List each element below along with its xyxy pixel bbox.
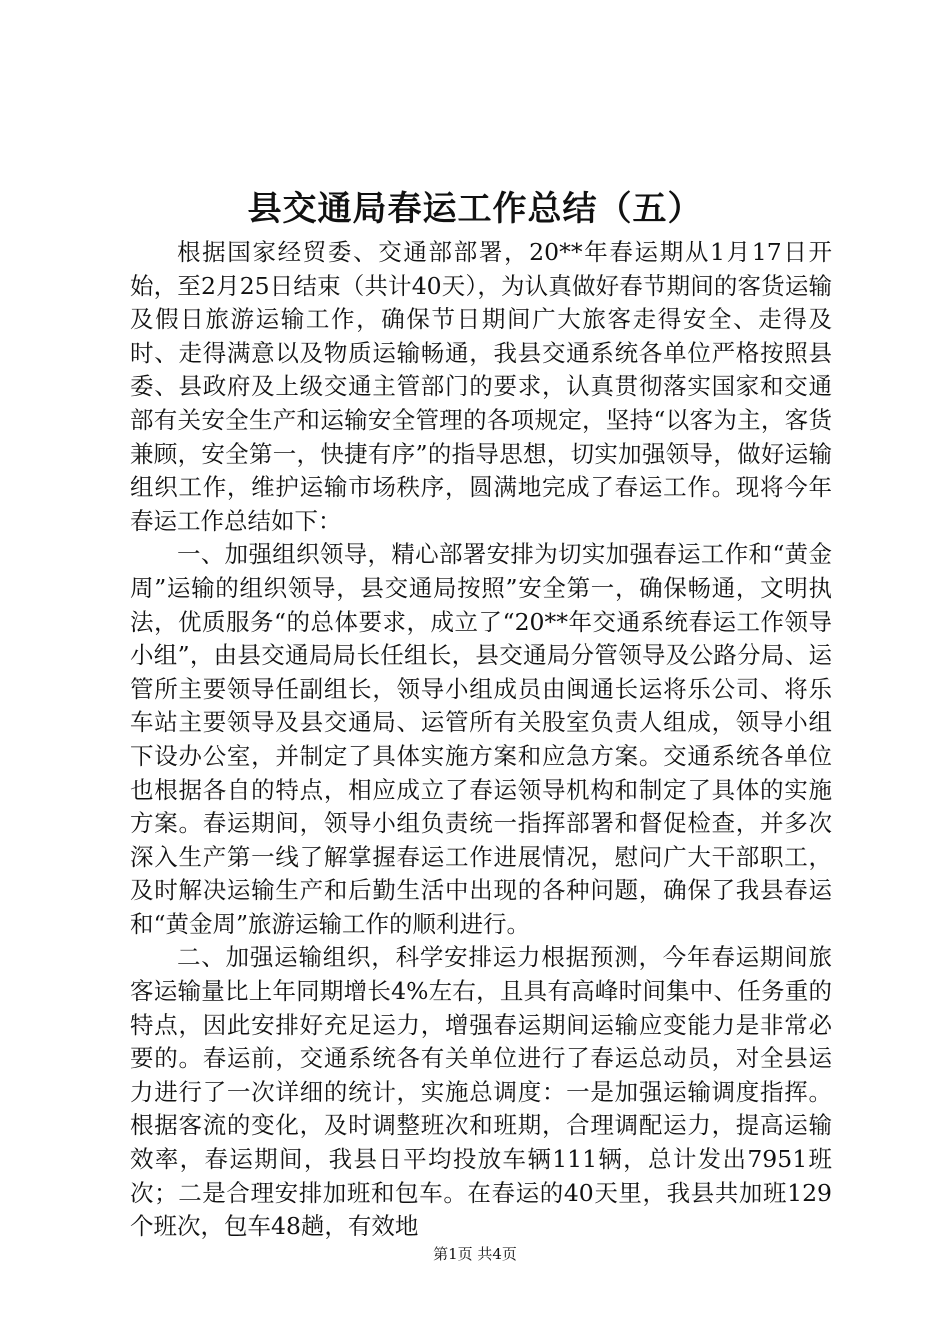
document-title: 县交通局春运工作总结（五） (247, 189, 703, 229)
paragraph-section-one: 一、加强组织领导，精心部署安排为切实加强春运工作和“黄金周”运输的组织领导，县交通局按照”安全第一，确保畅通，文明执法，优质服务“的总体要求，成立了“20**年交通系统春运工作领导小组”，由县交通局局长任组长，县交通局分管领导及公路分局、运管所主要领导任副组长，领导小组成员由闽通长运将乐公司、将乐车站主要领导及县交通局、运管所有关股室负责人组成，领导小组下设办公室，并制定了具体实施方案和应急方案。交通系统各单位也根据各自的特点，相应成立了春运领导机构和制定了具体的实施方案。春运期间，领导小组负责统一指挥部署和督促检查，并多次深入生产第一线了解掌握春运工作进展情况，慰问广大干部职工，及时解决运输生产和后勤生活中出现的各种问题，确保了我县春运和“黄金周”旅游运输工作的顺利进行。 (130, 540, 832, 938)
paragraph-section-two: 二、加强运输组织，科学安排运力根据预测，今年春运期间旅客运输量比上年同期增长4%左右，且具有高峰时间集中、任务重的特点，因此安排好充足运力，增强春运期间运输应变能力是非常必要的。春运前，交通系统各有关单位进行了春运总动员，对全县运力进行了一次详细的统计，实施总调度：一是加强运输调度指挥。根据客流的变化，及时调整班次和班期，合理调配运力，提高运输效率，春运期间，我县日平均投放车辆111辆，总计发出7951班次；二是合理安排加班和包车。在春运的40天里，我县共加班129个班次，包车48趟，有效地 (130, 943, 832, 1241)
paragraph-intro: 根据国家经贸委、交通部部署，20**年春运期从1月17日开始，至2月25日结束（共计40天），为认真做好春节期间的客货运输及假日旅游运输工作，确保节日期间广大旅客走得安全、走得及时、走得满意以及物质运输畅通，我县交通系统各单位严格按照县委、县政府及上级交通主管部门的要求，认真贯彻落实国家和交通部有关安全生产和运输安全管理的各项规定，坚持“以客为主，客货兼顾，安全第一，快捷有序”的指导思想，切实加强领导，做好运输组织工作，维护运输市场秩序，圆满地完成了春运工作。现将今年春运工作总结如下： (130, 238, 832, 535)
document-body (130, 236, 832, 1244)
page-footer: 第1页 共4页 (433, 1245, 517, 1263)
